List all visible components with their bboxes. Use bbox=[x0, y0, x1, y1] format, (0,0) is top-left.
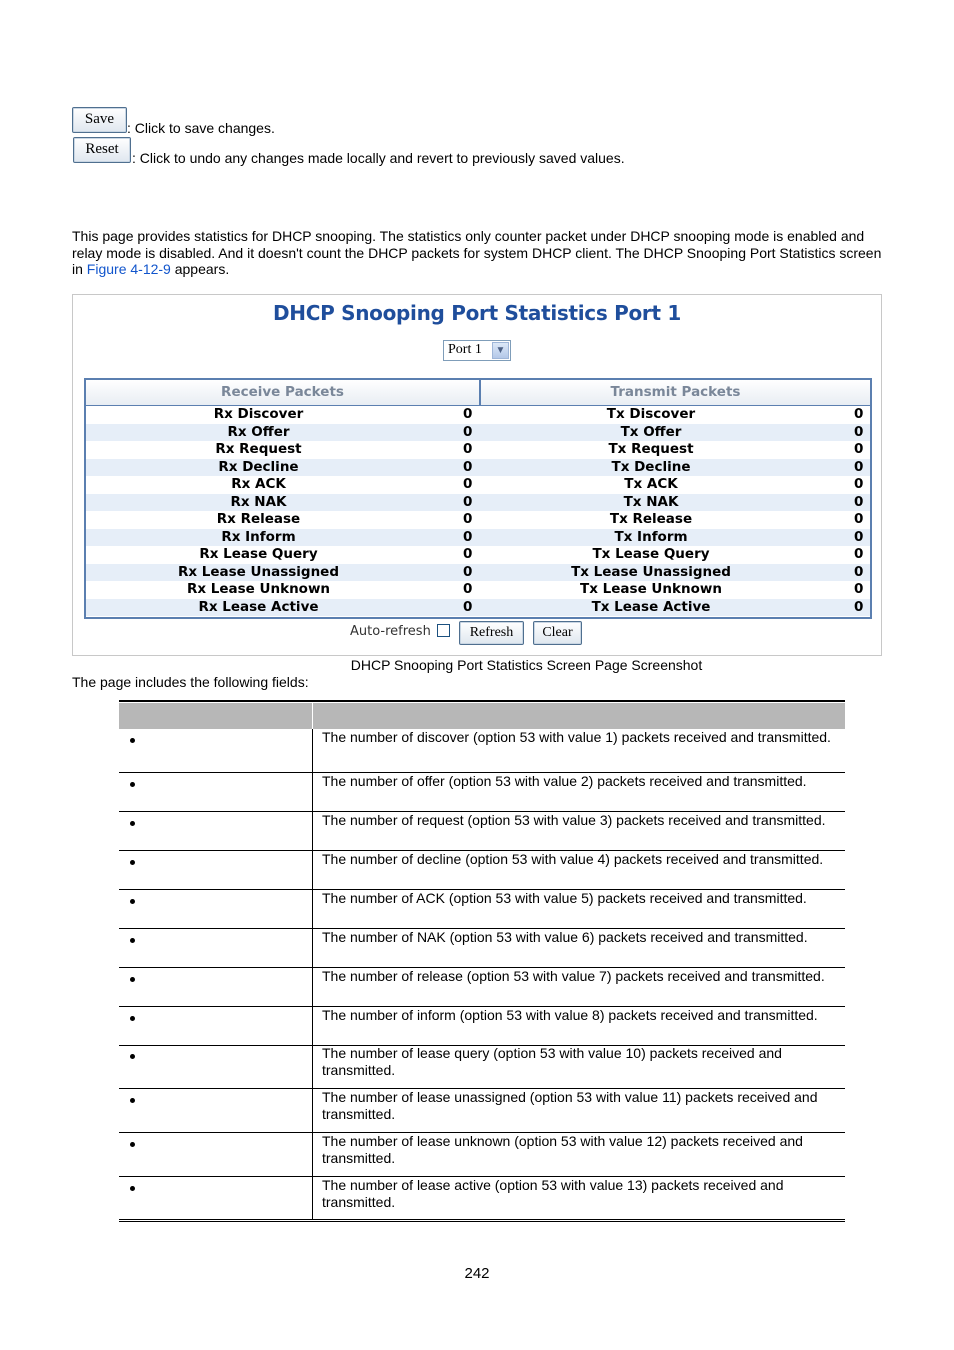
tx-value: 0 bbox=[854, 598, 864, 615]
rx-label: Rx Lease Query bbox=[199, 546, 318, 562]
tx-value: 0 bbox=[854, 423, 864, 440]
tx-value: 0 bbox=[854, 406, 864, 422]
reset-button[interactable]: Reset bbox=[73, 137, 131, 163]
rx-value: 0 bbox=[463, 441, 473, 457]
field-description: The number of discover (option 53 with value 1) packets received and transmitted. bbox=[322, 729, 831, 745]
tx-value: 0 bbox=[854, 581, 864, 597]
tx-value: 0 bbox=[854, 546, 864, 562]
statistics-screenshot bbox=[72, 294, 882, 656]
rx-label: Rx Inform bbox=[221, 528, 296, 545]
table-bottom-rule bbox=[119, 1219, 845, 1222]
table-row bbox=[86, 476, 870, 494]
tx-label: Tx Lease Query bbox=[592, 546, 710, 562]
field-description: The number of decline (option 53 with value 4) packets received and transmitted. bbox=[322, 851, 824, 867]
field-description: The number of lease unknown (option 53 with value 12) packets received and transmitted. bbox=[322, 1133, 803, 1166]
field-description: The number of NAK (option 53 with value 6) packets received and transmitted. bbox=[322, 929, 808, 945]
rx-value: 0 bbox=[463, 458, 473, 475]
field-description: The number of request (option 53 with value 3) packets received and transmitted. bbox=[322, 812, 826, 828]
rx-value: 0 bbox=[463, 493, 473, 510]
tx-label: Tx Discover bbox=[606, 406, 696, 422]
rx-value: 0 bbox=[463, 476, 473, 492]
save-description: : Click to save changes. bbox=[127, 120, 275, 136]
table-row bbox=[86, 494, 870, 512]
save-button[interactable]: Save bbox=[72, 107, 127, 133]
page-title: DHCP Snooping Port Statistics Port 1 bbox=[272, 301, 682, 325]
auto-refresh-checkbox[interactable] bbox=[437, 624, 450, 637]
table-row bbox=[86, 564, 870, 582]
fields-intro: The page includes the following fields: bbox=[72, 674, 309, 690]
field-description: The number of lease unassigned (option 53 with value 11) packets received and transmitted. bbox=[322, 1089, 818, 1122]
chevron-down-icon[interactable]: ▼ bbox=[492, 342, 509, 359]
table-row bbox=[86, 424, 870, 442]
bullet-icon bbox=[130, 738, 135, 743]
rx-label: Rx Request bbox=[215, 441, 302, 457]
page-number: 242 bbox=[464, 1265, 490, 1282]
intro-paragraph bbox=[72, 228, 887, 278]
figure-link[interactable]: Figure 4-12-9 bbox=[86, 261, 171, 277]
receive-packets-header: Receive Packets bbox=[86, 380, 479, 405]
tx-value: 0 bbox=[854, 563, 864, 580]
rx-value: 0 bbox=[463, 563, 473, 580]
rx-label: Rx Release bbox=[216, 511, 301, 527]
tx-label: Tx ACK bbox=[624, 476, 678, 492]
clear-button[interactable]: Clear bbox=[533, 621, 582, 645]
field-description: The number of lease active (option 53 with value 13) packets received and transmitted. bbox=[322, 1177, 784, 1210]
tx-value: 0 bbox=[854, 458, 864, 475]
rx-value: 0 bbox=[463, 511, 473, 527]
bullet-icon bbox=[130, 1054, 135, 1059]
tx-value: 0 bbox=[854, 476, 864, 492]
tx-label: Tx Request bbox=[608, 441, 694, 457]
transmit-packets-header: Transmit Packets bbox=[481, 380, 870, 405]
column-divider bbox=[312, 729, 313, 1219]
intro-text-end: appears. bbox=[170, 261, 230, 277]
bullet-icon bbox=[130, 1098, 135, 1103]
rx-value: 0 bbox=[463, 423, 473, 440]
tx-label: Tx Lease Unknown bbox=[580, 581, 722, 597]
tx-label: Tx Offer bbox=[620, 423, 682, 440]
table-row bbox=[86, 459, 870, 477]
figure-caption: DHCP Snooping Port Statistics Screen Page Screenshot bbox=[350, 657, 703, 673]
rx-label: Rx Lease Unassigned bbox=[177, 563, 340, 580]
rx-value: 0 bbox=[463, 406, 473, 422]
tx-value: 0 bbox=[854, 511, 864, 527]
auto-refresh-label: Auto-refresh bbox=[350, 624, 431, 639]
intro-text: This page provides statistics for DHCP snooping. The statistics only counter packet under DHCP snooping mode is enabled and relay mode is disabled. And it doesn't count the DHCP packets for system DHCP client. The DHCP Snooping Port Statistics screen in bbox=[72, 228, 882, 277]
table-row bbox=[86, 511, 870, 529]
rx-value: 0 bbox=[463, 581, 473, 597]
tx-label: Tx Release bbox=[609, 511, 693, 527]
rx-label: Rx Lease Active bbox=[198, 598, 319, 615]
table-row bbox=[86, 581, 870, 599]
port-select[interactable] bbox=[443, 340, 511, 361]
rx-value: 0 bbox=[463, 528, 473, 545]
rx-label: Rx NAK bbox=[230, 493, 287, 510]
table-row bbox=[86, 529, 870, 547]
field-description: The number of offer (option 53 with value 2) packets received and transmitted. bbox=[322, 773, 807, 789]
rx-label: Rx Offer bbox=[227, 423, 290, 440]
rx-label: Rx Lease Unknown bbox=[186, 581, 331, 597]
header-separator bbox=[312, 703, 313, 729]
table-top-rule bbox=[119, 700, 845, 702]
bullet-icon bbox=[130, 1142, 135, 1147]
refresh-button[interactable]: Refresh bbox=[459, 621, 524, 645]
field-description: The number of lease query (option 53 with value 10) packets received and transmitted. bbox=[322, 1045, 782, 1078]
rx-label: Rx ACK bbox=[231, 476, 286, 492]
table-row bbox=[86, 599, 870, 617]
statistics-table bbox=[84, 378, 872, 619]
table-header bbox=[119, 703, 845, 729]
tx-label: Tx Lease Unassigned bbox=[571, 563, 731, 580]
field-description: The number of ACK (option 53 with value 5) packets received and transmitted. bbox=[322, 890, 807, 906]
bullet-icon bbox=[130, 821, 135, 826]
field-description: The number of release (option 53 with value 7) packets received and transmitted. bbox=[322, 968, 825, 984]
tx-label: Tx Lease Active bbox=[591, 598, 711, 615]
bullet-icon bbox=[130, 938, 135, 943]
table-row bbox=[86, 441, 870, 459]
table-row bbox=[86, 546, 870, 564]
bullet-icon bbox=[130, 782, 135, 787]
rx-value: 0 bbox=[463, 598, 473, 615]
tx-value: 0 bbox=[854, 441, 864, 457]
bullet-icon bbox=[130, 977, 135, 982]
rx-label: Rx Decline bbox=[218, 458, 299, 475]
bullet-icon bbox=[130, 860, 135, 865]
tx-value: 0 bbox=[854, 528, 864, 545]
tx-value: 0 bbox=[854, 493, 864, 510]
table-row bbox=[86, 406, 870, 424]
reset-description: : Click to undo any changes made locally and revert to previously saved values. bbox=[132, 150, 625, 166]
port-select-value: Port 1 bbox=[448, 342, 482, 357]
tx-label: Tx NAK bbox=[623, 493, 679, 510]
rx-value: 0 bbox=[463, 546, 473, 562]
bullet-icon bbox=[130, 899, 135, 904]
rx-label: Rx Discover bbox=[213, 406, 304, 422]
field-description: The number of inform (option 53 with value 8) packets received and transmitted. bbox=[322, 1007, 818, 1023]
tx-label: Tx Inform bbox=[614, 528, 688, 545]
tx-label: Tx Decline bbox=[611, 458, 691, 475]
bullet-icon bbox=[130, 1016, 135, 1021]
bullet-icon bbox=[130, 1186, 135, 1191]
